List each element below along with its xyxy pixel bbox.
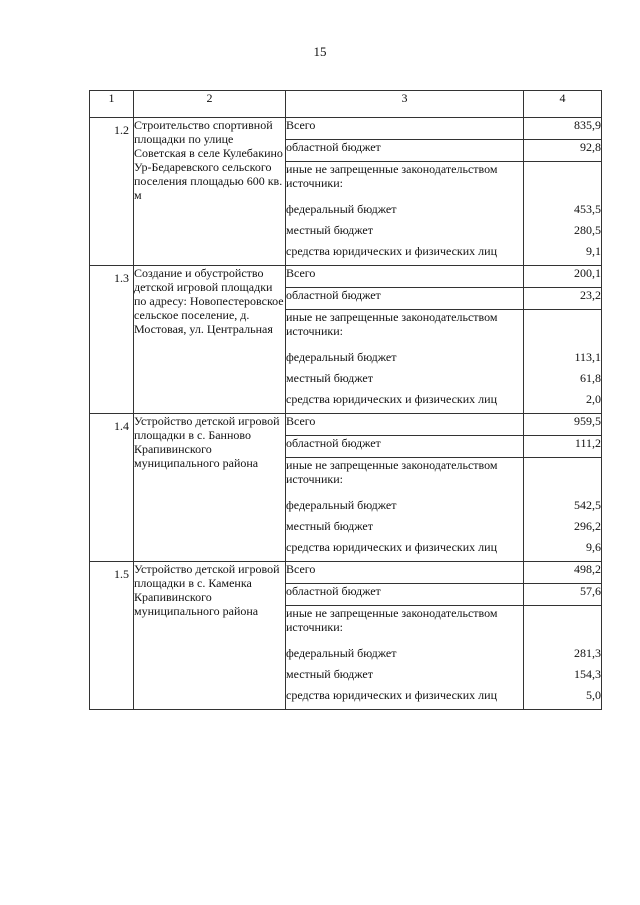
funding-source-cell: Всего [286,414,524,436]
table-body [90,118,602,710]
funding-source-cell: иные не запрещенные законодательством источники: [286,458,524,499]
funding-source-cell: областной бюджет [286,140,524,162]
funding-source-cell: иные не запрещенные законодательством источники: [286,162,524,203]
amount-cell: 280,5 [524,223,602,244]
amount-cell: 498,2 [524,562,602,584]
funding-source-cell: Всего [286,118,524,140]
table-row [90,118,602,140]
table-header-row [90,91,602,118]
funding-source-cell: средства юридических и физических лиц [286,392,524,414]
amount-cell [524,310,602,351]
funding-source-cell: средства юридических и физических лиц [286,688,524,710]
funding-source-cell: средства юридических и физических лиц [286,244,524,266]
column-header: 3 [286,91,524,118]
funding-source-cell: Всего [286,562,524,584]
amount-cell: 154,3 [524,667,602,688]
funding-source-cell: местный бюджет [286,667,524,688]
funding-source-cell: местный бюджет [286,223,524,244]
item-description-cell: Строительство спортивной площадки по улице Советская в селе Кулебакино Ур-Бедаревского сельского поселения площадью 600 кв. м [134,118,286,266]
funding-source-cell: иные не запрещенные законодательством источники: [286,310,524,351]
amount-cell: 5,0 [524,688,602,710]
amount-cell: 835,9 [524,118,602,140]
item-number-cell: 1.5 [90,562,134,710]
item-number-cell: 1.4 [90,414,134,562]
amount-cell [524,162,602,203]
funding-source-cell: федеральный бюджет [286,646,524,667]
item-number-cell: 1.3 [90,266,134,414]
amount-cell: 9,6 [524,540,602,562]
table-row [90,562,602,584]
funding-source-cell: федеральный бюджет [286,350,524,371]
amount-cell: 113,1 [524,350,602,371]
funding-source-cell: Всего [286,266,524,288]
funding-source-cell: средства юридических и физических лиц [286,540,524,562]
funding-source-cell: областной бюджет [286,584,524,606]
column-header: 1 [90,91,134,118]
amount-cell: 200,1 [524,266,602,288]
funding-source-cell: федеральный бюджет [286,498,524,519]
table-row [90,414,602,436]
amount-cell: 2,0 [524,392,602,414]
amount-cell: 57,6 [524,584,602,606]
amount-cell: 92,8 [524,140,602,162]
amount-cell: 23,2 [524,288,602,310]
amount-cell: 542,5 [524,498,602,519]
page-number: 15 [313,44,327,59]
budget-table [89,90,602,710]
funding-source-cell: иные не запрещенные законодательством источники: [286,606,524,647]
amount-cell: 61,8 [524,371,602,392]
amount-cell: 111,2 [524,436,602,458]
column-header: 2 [134,91,286,118]
funding-source-cell: областной бюджет [286,288,524,310]
amount-cell: 296,2 [524,519,602,540]
funding-source-cell: федеральный бюджет [286,202,524,223]
column-header: 4 [524,91,602,118]
amount-cell: 453,5 [524,202,602,223]
funding-source-cell: местный бюджет [286,519,524,540]
item-description-cell: Устройство детской игровой площадки в с. Банново Крапивинского муниципального района [134,414,286,562]
amount-cell: 959,5 [524,414,602,436]
table-row [90,266,602,288]
amount-cell: 281,3 [524,646,602,667]
funding-source-cell: местный бюджет [286,371,524,392]
item-description-cell: Создание и обустройство детской игровой площадки по адресу: Новопестеровское сельское поселение, д. Мостовая, ул. Центральная [134,266,286,414]
item-description-cell: Устройство детской игровой площадки в с. Каменка Крапивинского муниципального района [134,562,286,710]
item-number-cell: 1.2 [90,118,134,266]
amount-cell [524,606,602,647]
amount-cell [524,458,602,499]
funding-source-cell: областной бюджет [286,436,524,458]
amount-cell: 9,1 [524,244,602,266]
